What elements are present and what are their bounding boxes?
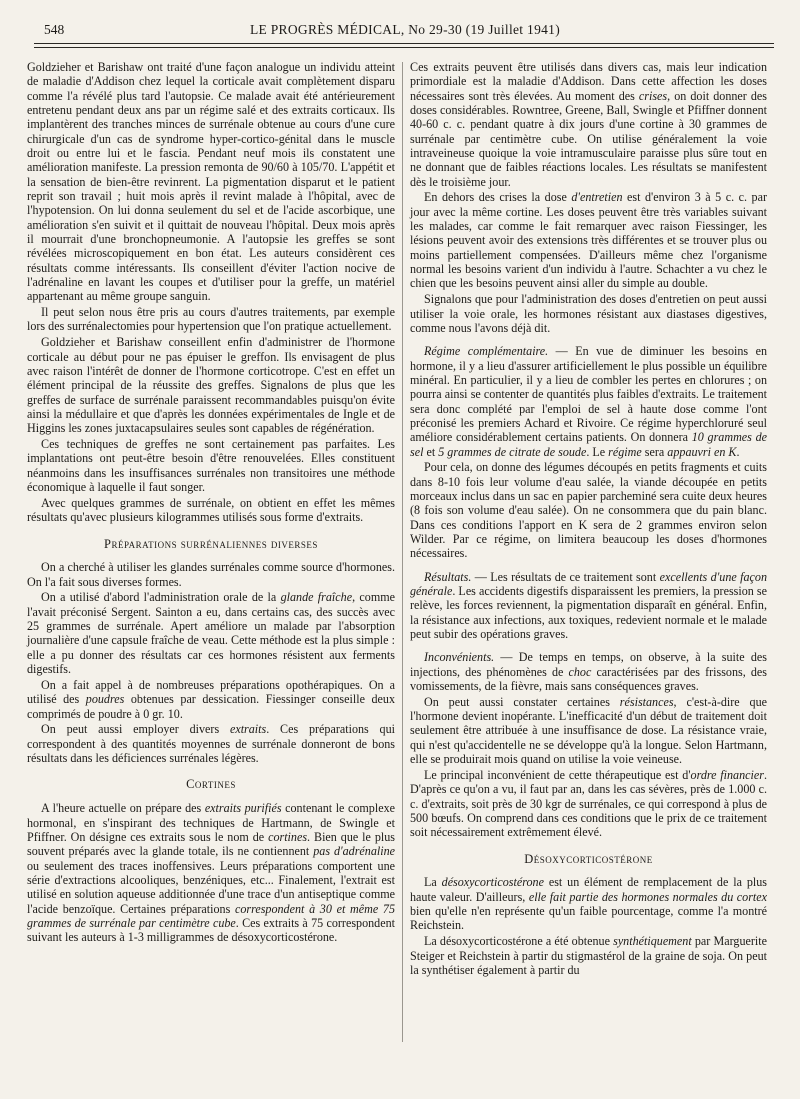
text-run: par Marguerite Steiger et Reichstein à partir du stigmastérol de la graine de soja. On peut la synthétiser également à partir du bbox=[410, 934, 767, 977]
text-run: A l'heure actuelle on prépare des bbox=[41, 801, 205, 816]
paragraph: Goldzieher et Barishaw ont traité d'une façon analogue un individu atteint de maladie d'Addison chez lequel la corticale avait complètement disparu comme l'a révélé plus tard l'autopsie. Ce malade avait été antérieurement entretenu pendant deux ans par un régime salé et des extraits corticaux. Ils implantèrent des tranches minces de surrénale obtenue au cours d'une cure chirurgicale d'un cas de syndrome hyper-cortico-génital dans le muscle droit ou entre lui et le fascia. Pendant neuf mois ils constatent une amélioration manifeste. La pression remonta de 90/60 à 105/70. L'appétit et la sensation de bien-être revinrent. La pigmentation disparut et le patient reprit son travail ; huit mois après il revint malade à l'hôpital, avec de l'hypotension. On lui donna seulement du sel et de l'acide ascorbique, une amélioration s'en suivit et il quittait de nouveau l'hôpital. Deux mois après il mourrait d'une bronchopneumonie. A l'autopsie les greffes se sont révélées microscopiquement en bon état. Les auteurs considèrent ces résultats comme intéressants. Ils conseillent d'éviter l'action nocive de l'adrénaline en lavant les coupes et d'utiliser pour la greffe, un matériel appartenant au même groupe sanguin. bbox=[27, 60, 395, 304]
text-run: bien qu'elle n'en représente qu'un faible pourcentage, comme l'a montré Reichstein. bbox=[410, 904, 767, 933]
emphasis: elle fait partie des hormones normales du cortex bbox=[528, 889, 767, 904]
emphasis: correspondent à 30 et même 75 grammes de surrénale par centimètre cube bbox=[27, 901, 395, 930]
text-run: . Le bbox=[586, 444, 609, 459]
text-run: — De temps en temps, on observe, à la suite des injections, des phénomènes de bbox=[410, 650, 767, 679]
emphasis: extraits purifiés bbox=[204, 801, 282, 816]
emphasis: cortines bbox=[268, 829, 308, 844]
emphasis: Inconvénients. bbox=[424, 650, 495, 665]
text-run: En dehors des crises la dose bbox=[424, 190, 572, 205]
text-run: , on doit donner des doses considérables. Rowntree, Greene, Ball, Swingle et Pfiffner donnent 40-60 c. c. pendant quatre à dix jours d'une cortine à 30 grammes de surrénale par centimètre cube. On utilise généralement la voie intraveineuse quoique la voie intramusculaire paraisse plus sûre tout en ne donnant que de faibles réactions locales. Les résultats se manifestent dès le troisième jour. bbox=[410, 88, 767, 189]
text-run: est d'environ 3 à 5 c. c. par jour avec la même cortine. Les doses peuvent être très variables suivant les malades, car comme le fait remarquer avec raison Fiessinger, les lésions peuvent avoir des extensions très différentes et se trouver plus ou moins partiellement compensées. D'ailleurs même chez l'organisme normal les besoins varient d'un individu à l'autre. Schachter a vu chez le chien que les besoins peuvent ainsi aller du simple au double. bbox=[410, 190, 767, 291]
emphasis: Régime complémentaire. bbox=[424, 344, 549, 359]
emphasis: désoxycorticostérone bbox=[441, 875, 544, 890]
journal-title: LE PROGRÈS MÉDICAL, No 29-30 (19 Juillet 1941) bbox=[249, 22, 561, 37]
paragraph: Il peut selon nous être pris au cours d'autres traitements, par exemple lors des surrénalectomies pour hypertension que l'on pratique actuellement. bbox=[27, 305, 395, 334]
text-run: La désoxycorticostérone a été obtenue bbox=[424, 934, 614, 949]
emphasis: régime bbox=[608, 444, 642, 459]
running-header bbox=[40, 22, 770, 42]
emphasis: Résultats. bbox=[424, 569, 472, 584]
left-column bbox=[27, 60, 395, 946]
text-run: . Ces extraits à 75 correspondent suivant les auteurs à 1-3 milligrammes de désoxycorticostérone. bbox=[27, 915, 395, 945]
text-run: La bbox=[424, 875, 442, 890]
emphasis: excellents d'une façon générale bbox=[410, 569, 767, 598]
section-heading: Cortines bbox=[186, 777, 236, 792]
paragraph: On a cherché à utiliser les glandes surrénales comme source d'hormones. On l'a fait sous diverses formes. bbox=[27, 560, 395, 589]
page-number: 548 bbox=[44, 22, 65, 37]
text-run: On peut aussi constater certaines bbox=[424, 694, 620, 709]
emphasis: pas d'adrénaline bbox=[313, 844, 395, 859]
paragraph: Ces techniques de greffes ne sont certainement pas parfaites. Les implantations ont peut-être besoin d'être renouvelées. Elles constituent néanmoins dans les insuffisances surrénales non transitoires une méthode économique à laquelle il faut songer. bbox=[27, 437, 395, 495]
text-run: . bbox=[736, 444, 740, 459]
emphasis: résistances bbox=[619, 694, 674, 709]
paragraph bbox=[27, 801, 395, 944]
paragraph bbox=[27, 722, 395, 765]
paragraph bbox=[27, 678, 395, 721]
text-run: , c'est-à-dire que l'hormone devient inopérante. L'inefficacité d'un début de traitement doit seulement être attribuée à une insuffisance de dose. La résistance vraie, qui n'est qu'accidentelle ne se développe qu'à la longue. Selon Hartmann, elle se produirait mois quand on utilise la voie veineuse. bbox=[410, 694, 767, 767]
text-run: — En vue de diminuer les besoins en hormone, il y a lieu d'assurer artificiellement le plus possible un équilibre minéral. En particulier, il y a lieu de combler les pertes en chlorures ; on pourra ainsi se contenter de quantités plus faibles d'extraits. Le traitement sera donc complété par l'emploi de sel à haute dose comme l'ont préconisé les premiers Achard et Rivoire. Ce régime hyperchloruré seul améliore considérablement certains patients. On donnera bbox=[410, 344, 767, 445]
emphasis: crises bbox=[638, 88, 668, 103]
text-run: On peut aussi employer divers bbox=[41, 722, 230, 737]
emphasis: 5 grammes de citrate de soude bbox=[438, 444, 587, 459]
text-run: . Les accidents digestifs disparaissent les premiers, la pression se relève, les forces reviennent, la pigmentation disparaît en général. Enfin, la résistance aux infections, aux toxiques, redevient normale et le malade peut subir des opérations graves. bbox=[410, 583, 767, 641]
emphasis: 10 grammes de sel bbox=[410, 430, 767, 459]
column-divider bbox=[402, 62, 403, 1042]
paragraph bbox=[410, 190, 767, 290]
text-run: Ces extraits peuvent être utilisés dans divers cas, mais leur indication primordiale est la maladie d'Addison. Dans cette affection les doses nécessaires sont très élevées. Au moment des bbox=[410, 60, 767, 103]
right-column bbox=[410, 60, 767, 979]
emphasis: appauvri en K bbox=[667, 444, 737, 459]
header-rule-thin bbox=[34, 47, 774, 48]
emphasis: choc bbox=[568, 664, 592, 679]
emphasis: poudres bbox=[85, 692, 125, 707]
section-heading: Désoxycorticostérone bbox=[524, 851, 653, 866]
text-run: — Les résultats de ce traitement sont bbox=[471, 569, 660, 584]
paragraph: Signalons que pour l'administration des doses d'entretien on peut aussi utiliser la voie orale, les hormones résistant aux diastases digestives, comme nous l'avons déjà dit. bbox=[410, 292, 767, 335]
paragraph bbox=[27, 590, 395, 676]
paragraph bbox=[410, 934, 767, 977]
section-heading: Préparations surrénaliennes diverses bbox=[104, 536, 318, 551]
text-run: . Bien que le plus souvent préparés avec la glande totale, ils ne contiennent bbox=[27, 829, 395, 859]
text-run: caractérisées par des frissons, des vomissements, de la fièvre, mais sans conséquences graves. bbox=[410, 664, 767, 693]
header-rule bbox=[34, 43, 774, 44]
emphasis: extraits bbox=[229, 722, 267, 737]
paragraph bbox=[410, 875, 767, 932]
paragraph bbox=[410, 344, 767, 459]
text-run: On a fait appel à de nombreuses préparations opothérapiques. On a utilisé des bbox=[27, 677, 395, 707]
text-run: contenant le complexe hormonal, en s'inspirant des techniques de Hartmann, de Swingle et Pfiffner. On désigne ces extraits sous le nom de bbox=[27, 801, 395, 844]
paragraph bbox=[410, 650, 767, 693]
paragraph bbox=[410, 570, 767, 642]
text-run: . Ces préparations qui correspondent à des quantités moyennes de surrénale donneront de bons résultats dans les déficiences surrénales légères. bbox=[27, 722, 395, 766]
text-run: sera bbox=[641, 444, 668, 459]
paragraph bbox=[410, 695, 767, 767]
paragraph bbox=[410, 60, 767, 189]
paragraph bbox=[410, 768, 767, 840]
text-run: est un élément de remplacement de la plus haute valeur. D'ailleurs, bbox=[410, 875, 767, 904]
emphasis: d'entretien bbox=[571, 190, 623, 205]
text-run: , comme l'avait préconisé Sergent. Sainton a eu, dans certains cas, des succès avec 25 grammes de surrénale. Apert améliore un malade par l'absorption journalière d'une capsule fraîche de veau. Cette méthode est la plus simple : elle a pu donner des résultats car ces hormones résistent aux ferments digestifs. bbox=[27, 590, 395, 677]
text-run: On a utilisé d'abord l'administration orale de la bbox=[41, 590, 281, 605]
text-run: . D'après ce qu'on a vu, il faut par an, dans les cas sévères, près de 1.000 c. c. d'extraits, soit près de 30 kgr de surrénales, ce qui correspond à plus de 500 bœufs. On comprend dans ces conditions que le prix de ce traitement soit nécessairement extrêmement élevé. bbox=[410, 767, 767, 840]
text-run: ou seulement des traces inoffensives. Leurs préparations comportent une série d'extractions alcooliques, benzéniques, etc... Finalement, l'extrait est utilisé en solution aqueuse additionnée d'une trace d'un antiseptique comme l'acide benzoïque. Certaines préparations bbox=[27, 858, 395, 916]
emphasis: synthétiquement bbox=[613, 934, 692, 949]
paragraph: Goldzieher et Barishaw conseillent enfin d'administrer de l'hormone corticale au début pour ne pas épuiser le greffon. Ils envisagent de plus avec raison l'intérêt de donner de l'hormone corticotrope. C'est en effet un élément principal de la réussite des greffes. Signalons de plus que les greffes de surface de surrénale paraissent recommandables puisqu'on évite ainsi la médullaire et que d'après les données expérimentales de Ingle et de Higgins les zones juxtacapsulaires seules sont capables de régénération. bbox=[27, 335, 395, 436]
emphasis: ordre financier bbox=[690, 767, 764, 782]
text-run: Le principal inconvénient de cette thérapeutique est d' bbox=[424, 767, 691, 782]
paragraph: Pour cela, on donne des légumes découpés en petits fragments et cuits dans 8-10 fois leur volume d'eau salée, la viande découpée en petits morceaux inclus dans un sac en papier parcheminé sera cuite deux heures (8 fois son volume d'eau salée). On ne consommera que du pain blanc. Dans ces conditions l'apport en K sera de 2 grammes environ selon Wilder. Par ce régime, on limitera beaucoup les doses d'hormones nécessaires. bbox=[410, 460, 767, 561]
text-run: obtenues par dessication. Fiessinger conseille deux comprimés de poudre à 0 gr. 10. bbox=[27, 692, 395, 721]
emphasis: glande fraîche bbox=[280, 590, 353, 605]
paragraph: Avec quelques grammes de surrénale, on obtient en effet les mêmes résultats qu'avec plusieurs kilogrammes utilisés sous forme d'extraits. bbox=[27, 495, 395, 525]
text-run: et bbox=[423, 444, 439, 459]
